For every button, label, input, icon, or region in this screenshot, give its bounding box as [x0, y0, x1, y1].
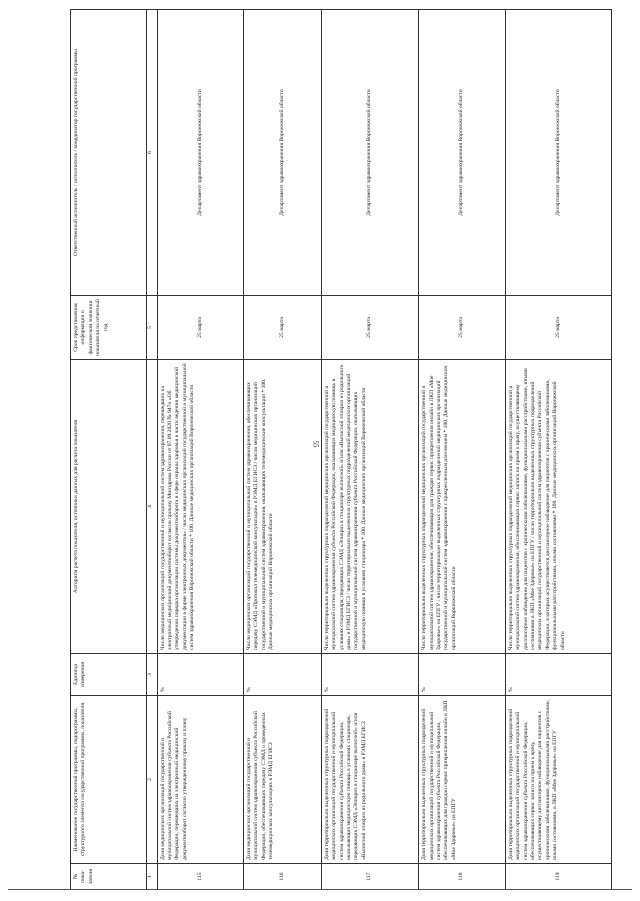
indicator-name: Доля территориально выделенных структурных подразделений медицинских организаций государственной и муниципальной систем здравоохранения субъекта Российской Федерации, оказывающих медицинскую помощь в условиях стационара, передающих СЭМД «Эпикриз в стационаре выписной» и/или «Выписной эпикриз из родильного дома» в РЭМД ЕГИСЗ — [321, 696, 418, 864]
header-number: № пока-зателя — [71, 864, 147, 890]
table-row — [419, 10, 506, 890]
responsible-executor: Департамент здравоохранения Воронежской области — [244, 10, 322, 296]
indicator-algorithm: Число территориально выделенных структурных подразделений медицинских организаций государственной и муниципальной систем здравоохранения, обеспечивающих для граждан сервис прикрепления онлайн в ЛКП «Мое Здоровье» на ЕПГУ / число территориально выделенных структурных подразделений медицинских организаций государственной и муниципальной систем здравоохранения с прикрепленным населением * 100. Данные медицинских организаций Воронежской области — [419, 360, 506, 654]
indicator-name: Доля медицинских организаций государственной и муниципальной систем здравоохранения субъекта Российской Федерации, обеспечивающих передачу СЭМД о проведенных телемедицинских консультациях в РЭМД ЕГИСЗ — [244, 696, 322, 864]
header-deadline: Срок представления информации о фактическом значении показателя на отчетный год — [71, 296, 147, 360]
report-deadline: 25 марта — [244, 296, 322, 360]
indicators-table — [70, 9, 612, 890]
responsible-executor: Департамент здравоохранения Воронежской области — [321, 10, 418, 296]
table-header-row — [71, 10, 147, 890]
table-row — [157, 10, 244, 890]
page-number: 55 — [311, 440, 320, 448]
column-number: 3 — [146, 654, 157, 696]
indicator-unit: % — [157, 654, 244, 696]
column-number: 4 — [146, 360, 157, 654]
indicator-unit: % — [505, 654, 611, 696]
rotated-table-container — [70, 10, 612, 890]
row-number: 118 — [419, 864, 506, 890]
indicator-algorithm: Число территориально выделенных структурных подразделений медицинских организаций государственной и муниципальной систем здравоохранения, обеспечивающих сервис записи на прием к врачу, осуществляющему диспансерное наблюдение для пациентов с хроническими заболеваниями, функциональными расстройствами, иными состояниями в ЛКП «Мое Здоровье» на ЕПГУ / число территориально выделенных структурных подразделений медицинских организаций государственной и муниципальной систем здравоохранения субъекта Российской Федерации, в которых осуществляется диспансерное наблюдение для пациентов с хроническими заболеваниями, функциональными расстройствами, иными состояниями * 100. Данные медицинских организаций Воронежской области — [505, 360, 611, 654]
table-row — [244, 10, 322, 890]
indicator-name: Доля территориально выделенных структурных подразделений медицинских организаций государственной и муниципальной систем здравоохранения субъекта Российской Федерации, обеспечивающих сервис записи на прием к врачу, осуществляющему диспансерное наблюдение для пациентов с хроническими заболеваниями, функциональными расстройствами, иными состояниями, в ЛКП «Мое Здоровье» на ЕПГУ — [505, 696, 611, 864]
column-number: 5 — [146, 296, 157, 360]
row-number: 117 — [321, 864, 418, 890]
header-algorithm: Алгоритм расчета показателя, источники данных для расчета показателя — [71, 360, 147, 654]
indicator-name: Доля медицинских организаций государственной и муниципальной систем здравоохранения субъекта Российской Федерации, перешедших на электронный медицинский документооборот согласно утвержденному приказу и плану — [157, 696, 244, 864]
indicator-unit: % — [321, 654, 418, 696]
header-name: Наименование государственной программы, подпрограммы, структурного элемента государственной программы, показателя — [71, 696, 147, 864]
column-number: 6 — [146, 10, 157, 296]
page-bottom-rule — [8, 889, 632, 890]
table-row — [321, 10, 418, 890]
report-deadline: 25 марта — [505, 296, 611, 360]
indicator-name: Доля территориально выделенных структурных подразделений медицинских организаций государственной и муниципальной систем здравоохранения субъекта Российской Федерации, обеспечивающих для граждан сервис прикрепления онлайн в ЛКП «Мое Здоровье» на ЕПГУ — [419, 696, 506, 864]
responsible-executor: Департамент здравоохранения Воронежской области — [505, 10, 611, 296]
indicator-algorithm: Число территориально выделенных структурных подразделений медицинских организаций государственной и муниципальной систем здравоохранения субъекта Российской Федерации, оказывающих медицинскую помощь в условиях стационара, передающих СЭМД «Эпикриз в стационаре выписной» и/или «Выписной эпикриз из родильного дома» в РЭМД ЕГИСЗ / число территориально выделенных структурных подразделений медицинских организаций государственной и муниципальной систем здравоохранения субъекта Российской Федерации, оказывающих медицинскую помощь в условиях стационара * 100. Данные медицинских организаций Воронежской области — [321, 360, 418, 654]
report-deadline: 25 марта — [321, 296, 418, 360]
indicator-algorithm: Число медицинских организаций государственной и муниципальной систем здравоохранения, перешедших на электронный медицинский документооборот согласно приказу Минздрава России от 07.09.2020 № 947н «Об утверждении порядка организации системы документооборота в сфере охраны здоровья в части ведения медицинской документации в форме электронных документов» / число медицинских организаций государственной и муниципальной систем здравоохранения Воронежской области * 100. Данные медицинских организаций Воронежской области — [157, 360, 244, 654]
indicator-algorithm: Число медицинских организаций государственной и муниципальной систем здравоохранения, обеспечивающих передачу СЭМД «Протокол телемедицинской консультации» в РЭМД ЕГИСЗ / число медицинских организаций государственной и муниципальной систем здравоохранения, оказывающих телемедицинские консультации * 100. Данные медицинских организаций Воронежской области — [244, 360, 322, 654]
column-number: 1 — [146, 864, 157, 890]
report-deadline: 25 марта — [419, 296, 506, 360]
responsible-executor: Департамент здравоохранения Воронежской области — [157, 10, 244, 296]
indicator-unit: % — [419, 654, 506, 696]
report-deadline: 25 марта — [157, 296, 244, 360]
row-number: 119 — [505, 864, 611, 890]
column-numbers-row — [146, 10, 157, 890]
column-number: 2 — [146, 696, 157, 864]
header-responsible: Ответственный исполнитель / исполнитель / координатор государственной программы — [71, 10, 147, 296]
indicator-unit: % — [244, 654, 322, 696]
responsible-executor: Департамент здравоохранения Воронежской области — [419, 10, 506, 296]
header-unit: Единица измерения — [71, 654, 147, 696]
row-number: 116 — [244, 864, 322, 890]
row-number: 115 — [157, 864, 244, 890]
table-row — [505, 10, 611, 890]
